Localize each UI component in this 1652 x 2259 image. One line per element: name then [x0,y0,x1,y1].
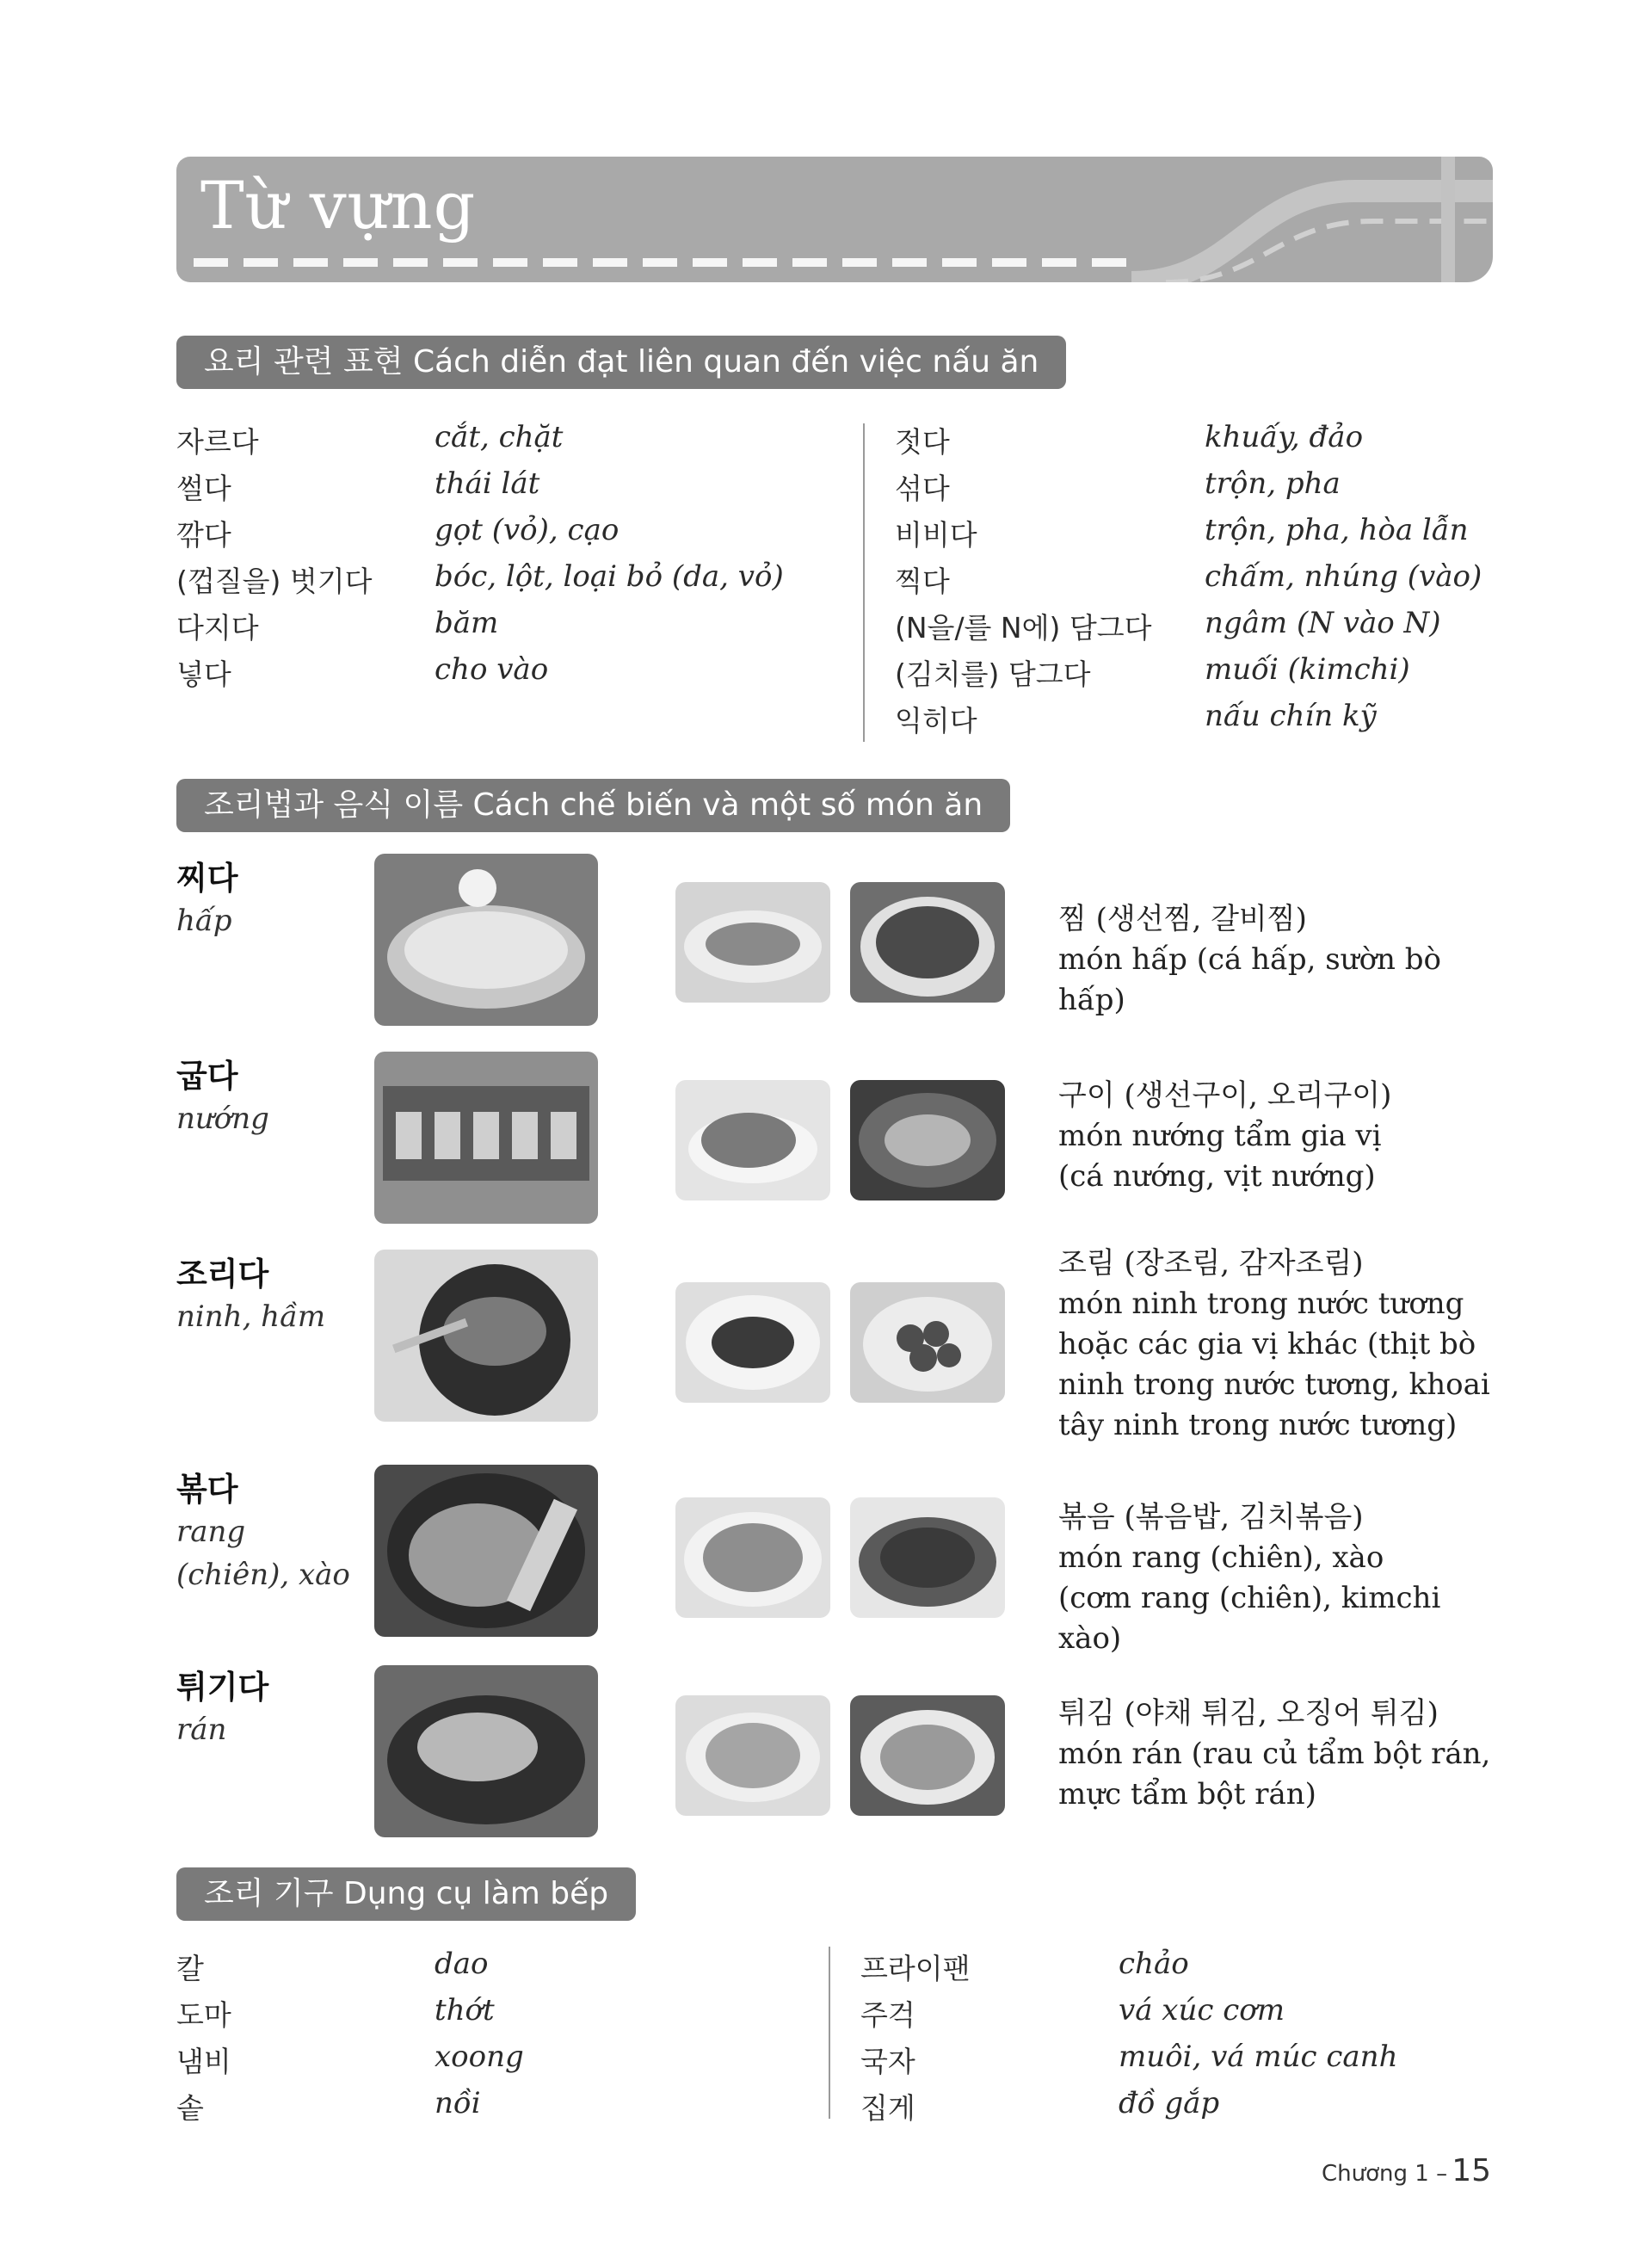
vocab-ko: 깎다 [176,518,231,552]
vocab-ko: 젓다 [895,425,950,459]
section-header-utensils: 조리 기구 Dụng cụ làm bếp [176,1867,636,1921]
vocab-vi: cho vào [435,652,549,687]
vocab-vi: đồ gắp [1119,2086,1220,2120]
vocab-ko: 넣다 [176,657,231,691]
vocab-vi: gọt (vỏ), cạo [435,513,620,547]
section-header-methods: 조리법과 음식 이름 Cách chế biến và một số món ăn [176,779,1010,832]
method-photo-grill [374,1052,598,1224]
dish-photo [675,1497,830,1618]
desc-line: 튀김 (야채 튀김, 오징어 튀김) [1058,1696,1439,1731]
vocab-row [860,2086,1463,2132]
chapter-label: Chương 1 – [1322,2161,1448,2187]
vocab-ko: 찍다 [895,565,950,598]
vocab-ko: 집게 [860,2091,915,2125]
vocab-vi: bóc, lột, loại bỏ (da, vỏ) [435,559,784,594]
vocab-row [860,2040,1463,2086]
dish-photo [675,1282,830,1403]
dish-photo [850,1695,1005,1816]
section-header-cooking: 요리 관련 표현 Cách diễn đạt liên quan đến việc nấu ăn [176,336,1066,389]
vocab-row [176,420,848,466]
desc-line: ninh trong nước tương, khoai [1058,1367,1490,1402]
page-title: Từ vựng [200,167,477,244]
vocab-row [176,559,848,606]
page-footer [1322,2153,1491,2188]
page-number: 15 [1452,2153,1491,2188]
method-description [1058,1244,1506,1446]
desc-line: (cá nướng, vịt nướng) [1058,1159,1376,1194]
banner-curve-decoration [1131,157,1493,282]
desc-line: món rang (chiên), xào [1058,1540,1384,1575]
method-ko: 찌다 [176,860,238,897]
vocab-ko: 프라이팬 [860,1952,971,1985]
method-description [1058,1076,1506,1197]
vocab-row [176,1993,779,2040]
method-description [1058,1497,1506,1659]
desc-line: 볶음 (볶음밥, 김치볶음) [1058,1500,1364,1534]
vocab-vi: trộn, pha, hòa lẫn [1205,513,1469,547]
vocab-ko: (김치를) 담그다 [895,657,1091,691]
method-ko: 볶다 [176,1471,238,1508]
vocab-row [895,513,1497,559]
vocab-ko: 익히다 [895,704,977,738]
dish-photo [850,1497,1005,1618]
vocab-row [860,1993,1463,2040]
method-vi: rang (chiên), xào [176,1515,350,1592]
vocab-vi: băm [435,606,499,640]
vocab-ko: 썰다 [176,472,231,505]
banner-dash-decoration [194,258,1140,267]
vocab-row [860,1947,1463,1993]
vocab-vi: dao [435,1947,489,1981]
vocab-row [895,606,1497,652]
vocab-vi: thái lát [435,466,540,501]
vocab-row [895,652,1497,699]
vocab-vi: trộn, pha [1205,466,1341,501]
dish-photo [850,1080,1005,1200]
method-vi: nướng [176,1102,269,1136]
desc-line: (cơm rang (chiên), kimchi xào) [1058,1581,1441,1656]
vocab-ko: 냄비 [176,2045,231,2078]
desc-line: mực tẩm bột rán) [1058,1777,1316,1812]
desc-line: món rán (rau củ tẩm bột rán, [1058,1737,1491,1771]
method-photo-deepfry [374,1665,598,1837]
desc-line: 조림 (장조림, 감자조림) [1058,1246,1364,1281]
desc-line: hoặc các gia vị khác (thịt bò [1058,1327,1476,1361]
dish-photo [675,1695,830,1816]
method-vi: rán [176,1713,227,1747]
desc-line: món nướng tẩm gia vị [1058,1119,1382,1153]
vocab-row [895,559,1497,606]
vocab-row [176,2040,779,2086]
vocab-ko: 비비다 [895,518,977,552]
vocab-row [176,652,848,699]
vocab-ko: 칼 [176,1952,204,1985]
vocab-row [176,513,848,559]
column-divider [863,423,865,742]
vocab-row [895,699,1497,745]
method-vi: hấp [176,904,232,938]
vocab-vi: muối (kimchi) [1205,652,1410,687]
vocab-ko: 국자 [860,2045,915,2078]
vocab-row [176,466,848,513]
desc-line: 구이 (생선구이, 오리구이) [1058,1078,1392,1113]
vocab-ko: 솥 [176,2091,204,2125]
vocab-vi: muôi, vá múc canh [1119,2040,1398,2074]
vocab-vi: chảo [1119,1947,1189,1981]
column-divider [829,1947,830,2119]
method-photo-braise [374,1250,598,1422]
utensils-list-left [176,1947,779,2132]
vocab-ko: 자르다 [176,425,259,459]
vocab-ko: 다지다 [176,611,259,645]
vocab-vi: vá xúc cơm [1119,1993,1285,2028]
title-banner [176,157,1493,282]
cooking-list-right [895,420,1497,745]
vocab-ko: 도마 [176,1998,231,2032]
method-description [1058,899,1506,1021]
vocab-vi: cắt, chặt [435,420,564,454]
vocab-vi: khuấy, đảo [1205,420,1364,454]
method-description [1058,1694,1506,1815]
dish-photo [850,1282,1005,1403]
method-ko: 조리다 [176,1256,269,1293]
vocab-row [176,1947,779,1993]
vocab-ko: 주걱 [860,1998,915,2032]
dish-photo [675,882,830,1003]
vocab-ko: (N을/를 N에) 담그다 [895,611,1152,645]
desc-line: món ninh trong nước tương [1058,1287,1464,1321]
method-photo-steam [374,854,598,1026]
utensils-list-right [860,1947,1463,2132]
cooking-list-left [176,420,848,699]
vocab-row [895,466,1497,513]
vocab-vi: nồi [435,2086,481,2120]
vocab-row [895,420,1497,466]
method-ko: 튀기다 [176,1669,269,1706]
vocab-vi: xoong [435,2040,524,2074]
vocab-vi: chấm, nhúng (vào) [1205,559,1482,594]
vocab-ko: 섞다 [895,472,950,505]
vocab-row [176,606,848,652]
vocab-vi: ngâm (N vào N) [1205,606,1441,640]
vocab-ko: (껍질을) 벗기다 [176,565,373,598]
desc-line: món hấp (cá hấp, sườn bò hấp) [1058,942,1441,1017]
method-ko: 굽다 [176,1058,238,1095]
method-photo-stirfry [374,1465,598,1637]
method-vi: ninh, hầm [176,1299,326,1334]
vocab-vi: nấu chín kỹ [1205,699,1377,733]
vocab-row [176,2086,779,2132]
dish-photo [675,1080,830,1200]
vocab-vi: thớt [435,1993,495,2028]
desc-line: 찜 (생선찜, 갈비찜) [1058,902,1307,936]
dish-photo [850,882,1005,1003]
desc-line: tây ninh trong nước tương) [1058,1408,1458,1442]
